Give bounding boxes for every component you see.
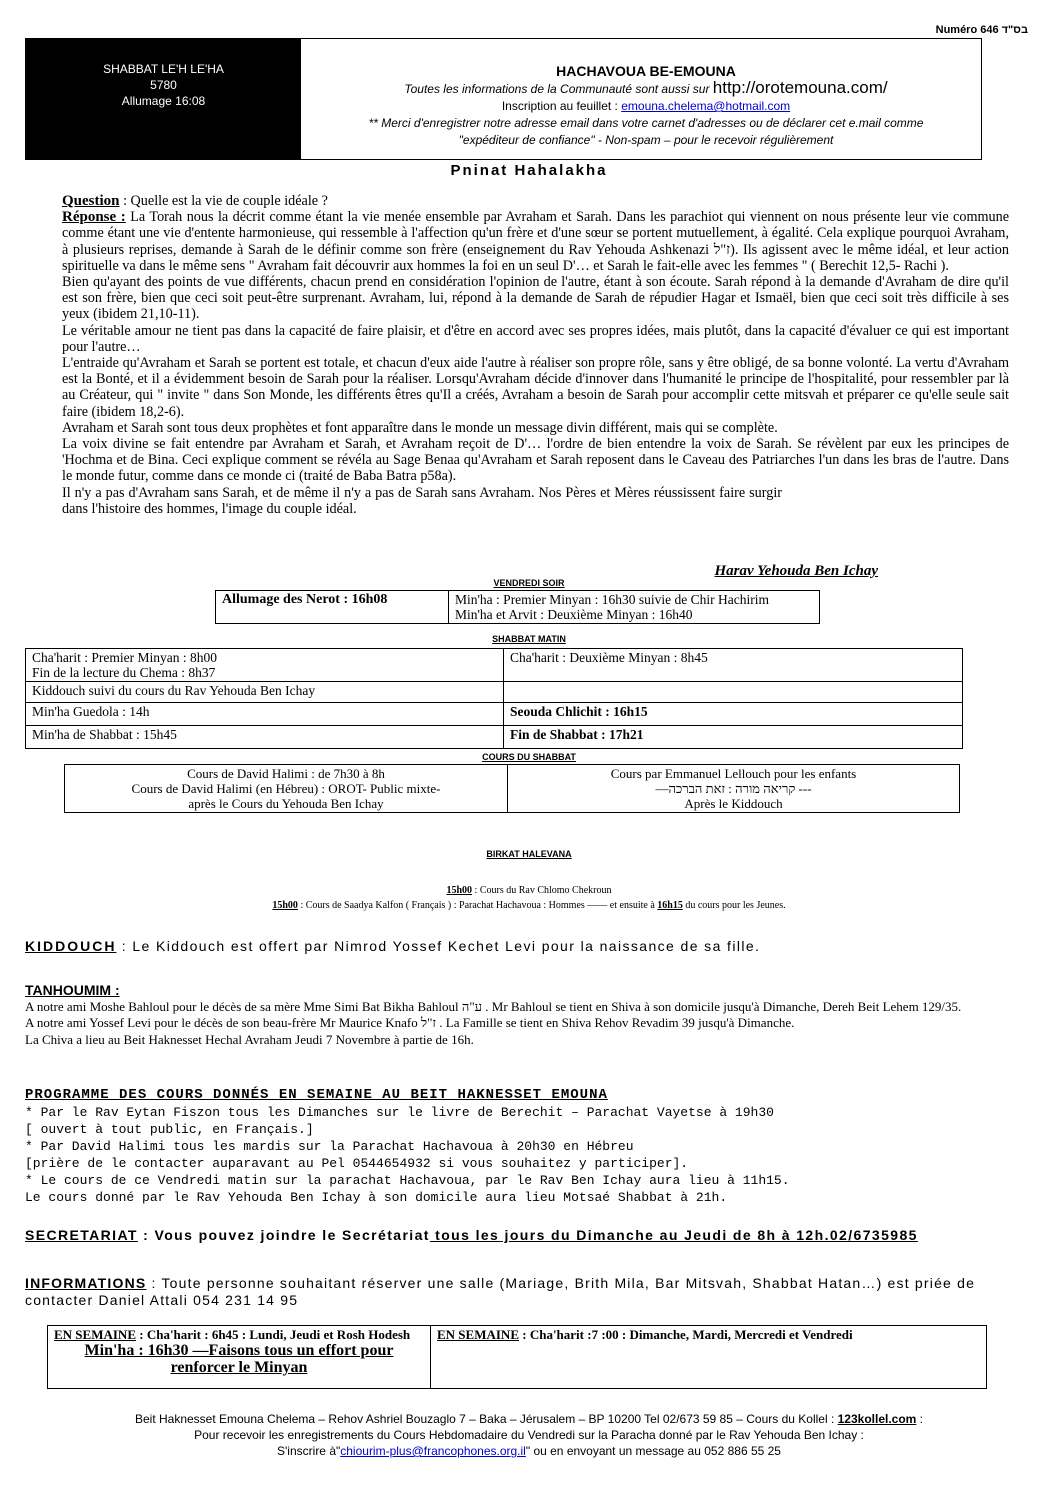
empty-cell — [504, 682, 963, 703]
footer-recordings: Pour recevoir les enregistrements du Cours Hebdomadaire du Vendredi sur la Paracha donné par le Rav Yehouda Ben Ichay : — [194, 1428, 864, 1442]
answer-p7: Il n'y a pas d'Avraham sans Sarah, et de même il n'y a pas de Sarah sans Avraham. Nos Pères et Mères réussissent faire surgir dans l'histoire des hommes, l'image du couple idéal. — [62, 484, 782, 517]
minha-semaine: Min'ha : 16h30 —Faisons tous un effort pour renforcer le Minyan — [84, 1342, 394, 1376]
tanhoumim-title: TANHOUMIM : — [25, 982, 120, 998]
semaine-left: EN SEMAINE : Cha'harit : 6h45 : Lundi, Jeudi et Rosh Hodesh Min'ha : 16h30 —Faisons tous un effort pour renforcer le Minyan — [48, 1326, 431, 1389]
kollel-link[interactable]: 123kollel.com — [837, 1412, 917, 1426]
info-line: Toutes les informations de la Communauté sont aussi sur http://orotemouna.com/ — [404, 78, 888, 97]
candle-lighting: Allumage 16:08 — [121, 94, 206, 108]
tanhoumim-line-1: A notre ami Moshe Bahloul pour le décès de sa mère Mme Simi Bat Bikha Bahloul ע"ה . Mr Bahloul se tient en Shiva à son domicile jusqu'à Dimanche, Dereh Beit Lehem 129/35. — [25, 998, 962, 1014]
programme-line-2: [ ouvert à tout public, en Français.] — [25, 1122, 314, 1137]
vendredi-table — [215, 590, 820, 624]
tanhoumim-line-2: A notre ami Yossef Levi pour le décès de son beau-frère Mr Maurice Knafo ז"ל . La Famille se tient en Shiva Rehov Revadim 39 jusqu'à Dimanche. — [25, 1015, 795, 1030]
tanhoumim-line-3: La Chiva a lieu au Beit Haknesset Hechal Avraham Jeudi 7 Novembre à partie de 16h. — [25, 1031, 474, 1047]
answer-p3: Le véritable amour ne tient pas dans la capacité de faire plaisir, et d'être en accord avec ses propres idées, mais plutôt, dans la capacité d'évaluer ce qui est important pour l'autre… — [62, 322, 1009, 355]
semaine-right: EN SEMAINE : Cha'harit :7 :00 : Dimanche, Mardi, Mercredi et Vendredi — [431, 1326, 987, 1389]
fin-de-shabbat: Fin de Shabbat : 17h21 — [504, 726, 963, 749]
answer-p1: Réponse : La Torah nous la décrit comme étant la vie menée ensemble par Avraham et Sarah. Dans les parachiot qui viennent on nous présente leur vie commune comme étant une vie d'entente harmonieuse, qui ressemble à l'affection qu'un frère et d'une sœur se portent mutuellement, à égalité. Cela explique pourquoi Avraham, à plusieurs reprises, demande à Sarah de le définir comme son frère (enseignement du Rav Yehouda Ashkenazi ז"ל). Ils agissent avec le même idéal, et leur action spirituelle va dans le même sens " Avraham fait découvrir aux hommes la foi en un seul D'… et Sarah le fait-elle avec les femmes " ( Berechit 12,5- Rachi ). — [62, 209, 1009, 274]
cours-shabbat-title: COURS DU SHABBAT — [482, 752, 576, 762]
secretariat-section: SECRETARIAT : Vous pouvez joindre le Secrétariat tous les jours du Dimanche au Jeudi de 8h à 12h.02/6735985 — [25, 1227, 918, 1243]
programme-title: PROGRAMME DES COURS DONNÉS EN SEMAINE AU BEIT HAKNESSET EMOUNA — [25, 1087, 608, 1103]
seouda-chlichit: Seouda Chlichit : 16h15 — [504, 703, 963, 726]
footer-address: Beit Haknesset Emouna Chelema – Rehov Ashriel Bouzaglo 7 – Baka – Jérusalem – BP 10200 Tel 02/673 59 85 – Cours du Kollel : 123kollel.com : — [134, 1412, 924, 1426]
website-link[interactable]: http://orotemouna.com/ — [712, 78, 888, 97]
birkat-halevana-title: BIRKAT HALEVANA — [486, 849, 572, 859]
tanhoumim-section — [25, 982, 1035, 1048]
author-signature: Harav Yehouda Ben Ichay — [714, 563, 878, 579]
cours-enfants: Cours par Emmanuel Lellouch pour les enfants —קריאה מורה : זאת הברכה --- Après le Kiddouch — [508, 765, 960, 813]
section-title-pninat: Pninat Hahalakha — [450, 162, 608, 179]
subscription-line: Inscription au feuillet : emouna.chelema@hotmail.com — [501, 99, 791, 113]
answer-p6: La voix divine se fait entendre par Avraham et Sarah, et Avraham reçoit de D'… l'ordre de bien entendre la voix de Sarah. Se révèlent par eux les principes de 'Hochma et de Bina. Ceci explique comment se révéla au Sage Benaa qu'Avraham et Sarah reposent dans le Caveau des Patriarches l'un dans les bras de l'autre. Dans le monde futur, comme dans ce monde ci (traité de Baba Batra p58a). — [62, 436, 1009, 485]
subscription-email-link[interactable]: emouna.chelema@hotmail.com — [621, 99, 791, 113]
minha-guedola: Min'ha Guedola : 14h — [26, 703, 504, 726]
birkat-line-1: 15h00 : Cours du Rav Chlomo Chekroun — [446, 885, 612, 896]
programme-line-6: Le cours donné par le Rav Yehouda Ben Ichay à son domicile aura lieu Motsaé Shabbat à 21h. — [25, 1190, 728, 1205]
semaine-table — [47, 1325, 987, 1389]
spam-note-2: "expéditeur de confiance" - Non-spam – pour le recevoir régulièrement — [458, 133, 834, 147]
programme-line-5: * Le cours de ce Vendredi matin sur la parachat Hachavoua, par le Rav Ben Ichay aura lieu à 11h15. — [25, 1173, 790, 1188]
newsletter-title: HACHAVOUA BE-EMOUNA — [556, 63, 736, 79]
shabbat-info-panel — [26, 39, 301, 159]
shabbat-name: SHABBAT LE'H LE'HA — [103, 62, 224, 76]
answer-p4: L'entraide qu'Avraham et Sarah se portent est totale, et chacun d'eux aide l'autre à réaliser son propre rôle, sans y être obligé, de sa bonne volonté. La vertu d'Avraham est la Bonté, et il a évidemment besoin de Sarah pour la réaliser. Lorsqu'Avraham décide d'innover dans l'humanité le principe de l'hospitalité, pour ressembler par là au Créateur, qui " invite " dans Son Monde, les différents êtres qu'Il a créés, Avraham a besoin de Sarah pour accomplir cette mitsvah et préparer ce qu'elle seule sait faire (ibidem 18,2-6). — [62, 355, 1009, 420]
question: Question : Quelle est la vie de couple idéale ? — [62, 193, 328, 209]
kiddouch-cours: Kiddouch suivi du cours du Rav Yehouda Ben Ichay — [26, 682, 504, 703]
footer — [0, 1411, 1058, 1459]
programme-line-4: [prière de le contacter auparavant au Pel 0544654932 si vous souhaitez y participer]. — [25, 1156, 689, 1171]
header-box — [25, 38, 982, 160]
chaharit-1: Cha'harit : Premier Minyan : 8h00 Fin de la lecture du Chema : 8h37 — [26, 649, 504, 682]
shabbat-matin-table — [25, 648, 963, 749]
newsletter-masthead — [311, 39, 981, 149]
vendredi-allumage: Allumage des Nerot : 16h08 — [216, 591, 449, 624]
informations-section: INFORMATIONS : Toute personne souhaitant réserver une salle (Mariage, Brith Mila, Bar Mitsvah, Shabbat Hatan…) est priée de contacter Daniel Attali 054 231 14 95 — [25, 1275, 976, 1308]
answer-p2: Bien qu'ayant des points de vue différents, chacun prend en considération l'opinion de l'autre, étant à son écoute. Sarah répond à la demande d'Avraham de dire qu'il est son frère, bien que ceci soit peut-être surprenant. Avraham, lui, répond à la demande de Sarah de répudier Hagar et Ismaël, bien que ceci soit très difficile à ses yeux (ibidem 21,10-11). — [62, 274, 1009, 323]
footer-subscribe: S'inscrire à"chiourim-plus@francophones.org.il" ou en envoyant un message au 052 886 55 25 — [277, 1444, 781, 1458]
minha-shabbat: Min'ha de Shabbat : 15h45 — [26, 726, 504, 749]
vendredi-minha: Min'ha : Premier Minyan : 16h30 suivie de Chir Hachirim Min'ha et Arvit : Deuxième Minyan : 16h40 — [449, 591, 820, 624]
spam-note-1: ** Merci d'enregistrer notre adresse email dans votre carnet d'adresses ou de déclarer cet e.mail comme — [368, 116, 924, 130]
programme-line-1: * Par le Rav Eytan Fiszon tous les Dimanches sur le livre de Berechit – Parachat Vayetse à 19h30 — [25, 1105, 774, 1120]
cours-shabbat-table — [64, 764, 960, 813]
birkat-line-2: 15h00 : Cours de Saadya Kalfon ( Français ) : Parachat Hachavoua : Hommes —— et ensuite à 16h15 du cours pour les Jeunes. — [272, 900, 786, 911]
kiddouch-announcement: KIDDOUCH : Le Kiddouch est offert par Nimrod Yossef Kechet Levi pour la naissance de sa fille. — [25, 938, 761, 954]
chiourim-email-link[interactable]: chiourim-plus@francophones.org.il — [340, 1444, 526, 1458]
programme-line-3: * Par David Halimi tous les mardis sur la Parachat Hachavoua à 20h30 en Hébreu — [25, 1139, 634, 1154]
halakha-article — [62, 193, 1009, 517]
chaharit-2: Cha'harit : Deuxième Minyan : 8h45 — [504, 649, 963, 682]
shabbat-matin-title: SHABBAT MATIN — [492, 634, 566, 644]
programme-section — [25, 1087, 1035, 1206]
answer-p5: Avraham et Sarah sont tous deux prophètes et font apparaître dans le monde un message divin différent, mais qui se complète. — [62, 419, 778, 436]
hebrew-year: 5780 — [150, 78, 177, 92]
issue-number: Numéro 646 בס"ד — [935, 24, 1028, 36]
cours-david-halimi: Cours de David Halimi : de 7h30 à 8h Cours de David Halimi (en Hébreu) : OROT- Public mixte- après le Cours du Yehouda Ben Ichay — [65, 765, 508, 813]
vendredi-title: VENDREDI SOIR — [493, 578, 565, 588]
